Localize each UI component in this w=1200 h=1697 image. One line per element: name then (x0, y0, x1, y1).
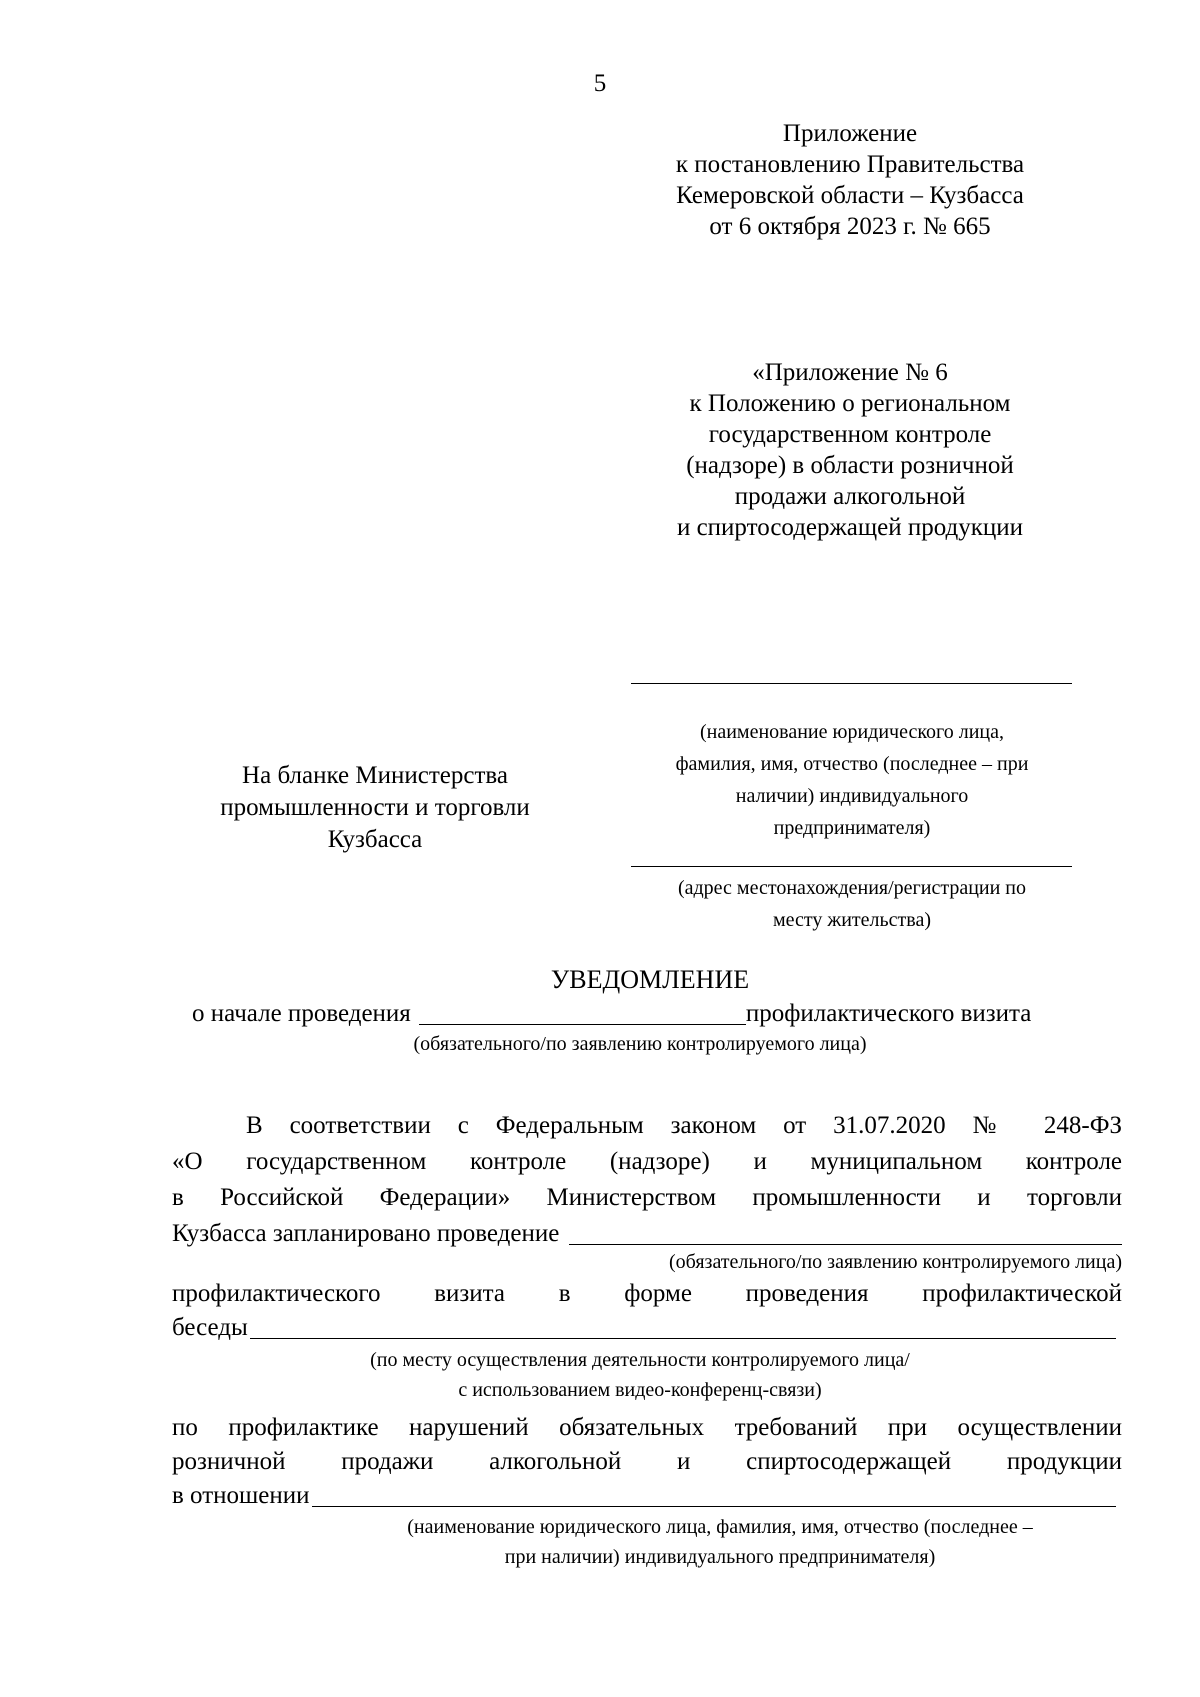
word: муниципальном (810, 1148, 983, 1175)
body-line-3 (172, 1182, 1122, 1214)
word: соответствии (289, 1112, 431, 1139)
appendix-6-line: государственном контроле (708, 421, 992, 448)
caption-line: месту жительства) (773, 909, 931, 931)
subtitle-suffix: профилактического визита (745, 1000, 1032, 1027)
word: профилактике (228, 1414, 379, 1441)
body-line-4 (172, 1218, 1122, 1250)
word: от (783, 1112, 807, 1139)
appendix-header-line: к постановлению Правительства (675, 151, 1025, 178)
controlled-person-blank (312, 1506, 1116, 1507)
word: В (246, 1112, 263, 1139)
body-line-9 (172, 1480, 1116, 1512)
caption-line: предпринимателя) (773, 817, 931, 839)
word: (надзоре) (609, 1148, 710, 1175)
word: с (457, 1112, 469, 1139)
appendix-6-header (590, 357, 1110, 543)
body-line-7 (172, 1412, 1122, 1444)
letterhead-note-line: На бланке Министерства (242, 762, 508, 789)
word: профилактического (172, 1280, 381, 1307)
word: розничной (172, 1448, 286, 1475)
body-line-5 (172, 1278, 1122, 1310)
recipient-address-caption (626, 872, 1078, 936)
word: проведения (745, 1280, 869, 1307)
caption-line: с использованием видео-конференц-связи) (458, 1379, 822, 1401)
appendix-6-line: «Приложение № 6 (752, 359, 948, 386)
word: алкогольной (489, 1448, 622, 1475)
conversation-place-blank (250, 1338, 1116, 1339)
word: в (172, 1184, 184, 1211)
body-line-9-caption (320, 1512, 1120, 1572)
body-line-1 (246, 1110, 1122, 1142)
word: продукции (1006, 1448, 1123, 1475)
caption-line: (по месту осуществления деятельности контролируемого лица/ (370, 1349, 910, 1371)
letterhead-note (185, 760, 565, 856)
word: и (676, 1448, 691, 1475)
caption-line: (наименование юридического лица, фамилия, имя, отчество (последнее – (407, 1516, 1033, 1538)
word: «О (172, 1148, 203, 1175)
word: визита (434, 1280, 505, 1307)
word: Федеральным (495, 1112, 644, 1139)
word: № (972, 1112, 1018, 1139)
recipient-name-caption (626, 716, 1078, 844)
caption-line: наличии) индивидуального (735, 785, 969, 807)
recipient-name-line (631, 683, 1072, 684)
caption-line: (адрес местонахождения/регистрации по (677, 877, 1027, 899)
word: обязательных (559, 1414, 705, 1441)
subtitle-caption: (обязательного/по заявлению контролируемого лица) (413, 1033, 867, 1055)
body-line-8 (172, 1446, 1122, 1478)
appendix-header-line: Приложение (782, 120, 918, 147)
word: государственном (246, 1148, 427, 1175)
word: контроле (1025, 1148, 1123, 1175)
word: Федерации» (379, 1184, 511, 1211)
letterhead-note-line: Кузбасса (327, 826, 423, 853)
word: нарушений (409, 1414, 529, 1441)
word: осуществлении (957, 1414, 1123, 1441)
body-line-6-text: беседы (172, 1314, 248, 1341)
body-line-4-caption: (обязательного/по заявлению контролируемого лица) (669, 1251, 1122, 1273)
appendix-6-line: к Положению о региональном (689, 390, 1011, 417)
caption-line: фамилия, имя, отчество (последнее – при (675, 753, 1029, 775)
word: промышленности (752, 1184, 941, 1211)
word: 31.07.2020 (833, 1112, 946, 1139)
appendix-6-line: продажи алкогольной (734, 483, 966, 510)
appendix-header-line: от 6 октября 2023 г. № 665 (709, 213, 991, 240)
appendix-header (590, 118, 1110, 242)
word: спиртосодержащей (746, 1448, 952, 1475)
subtitle-prefix: о начале проведения (192, 1000, 411, 1027)
word: законом (670, 1112, 757, 1139)
letterhead-note-line: промышленности и торговли (220, 794, 530, 821)
word: 248-ФЗ (1043, 1112, 1123, 1139)
word: форме (624, 1280, 692, 1307)
document-title: УВЕДОМЛЕНИЕ (550, 965, 750, 994)
visit-type-blank (419, 1024, 746, 1025)
caption-line: при наличии) индивидуального предпринимателя) (504, 1546, 936, 1568)
appendix-6-line: и спиртосодержащей продукции (676, 514, 1024, 541)
word: и (977, 1184, 991, 1211)
body-line-6 (172, 1312, 1116, 1344)
word: Российской (220, 1184, 344, 1211)
word: Министерством (546, 1184, 717, 1211)
caption-line: (наименование юридического лица, (699, 721, 1005, 743)
word: при (887, 1414, 928, 1441)
recipient-address-line (631, 866, 1072, 867)
word: требований (734, 1414, 858, 1441)
body-line-9-text: в отношении (172, 1482, 310, 1509)
subtitle-row (192, 998, 1102, 1030)
appendix-6-line: (надзоре) в области розничной (686, 452, 1014, 479)
page-number: 5 (593, 70, 607, 97)
word: профилактической (922, 1280, 1122, 1307)
body-line-6-caption (270, 1345, 1010, 1405)
word: и (753, 1148, 767, 1175)
word: контроле (469, 1148, 567, 1175)
word: по (172, 1414, 198, 1441)
word: торговли (1026, 1184, 1123, 1211)
word: в (558, 1280, 571, 1307)
appendix-header-line: Кемеровской области – Кузбасса (676, 182, 1024, 209)
body-line-2 (172, 1146, 1122, 1178)
word: продажи (341, 1448, 434, 1475)
body-line-4-text: Кузбасса запланировано проведение (172, 1220, 560, 1247)
visit-type-blank-2 (569, 1244, 1122, 1245)
